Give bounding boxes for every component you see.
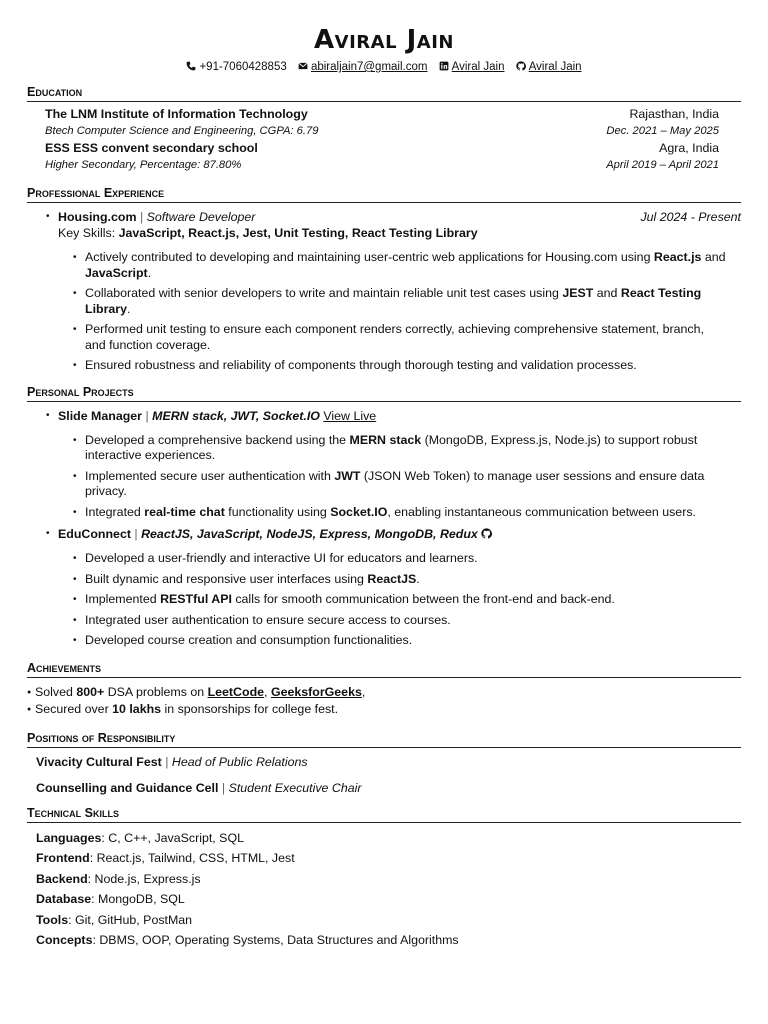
position-org: Counselling and Guidance Cell — [36, 780, 219, 795]
view-live-link[interactable]: View Live — [323, 408, 377, 423]
skill-row: Frontend: React.js, Tailwind, CSS, HTML, Jest — [36, 851, 295, 866]
project-bullets — [27, 433, 741, 521]
leetcode-link[interactable]: LeetCode — [207, 684, 265, 699]
skill-row: Concepts: DBMS, OOP, Operating Systems, Data Structures and Algorithms — [36, 933, 459, 948]
projects-heading: Personal Projects — [27, 385, 741, 402]
education-dates: April 2019 – April 2021 — [606, 159, 719, 171]
resume-page — [27, 0, 741, 951]
list-item: • Actively contributed to developing and maintaining user-centric web applications for Housing.com using React.js and JavaScript. — [85, 250, 741, 281]
positions-section — [27, 754, 741, 797]
education-heading: Education — [27, 85, 741, 102]
candidate-name: Aviral Jain — [314, 25, 454, 55]
separator: | — [165, 754, 169, 769]
skills-section — [27, 828, 741, 952]
linkedin-icon — [439, 61, 449, 71]
education-entry — [45, 106, 719, 140]
skill-row: Languages: C, C++, JavaScript, SQL — [36, 830, 244, 845]
school-name: ESS ESS convent secondary school — [45, 141, 258, 155]
education-dates: Dec. 2021 – May 2025 — [606, 125, 719, 137]
skills-heading: Technical Skills — [27, 806, 741, 823]
project-tech: ReactJS, JavaScript, NodeJS, Express, MongoDB, Redux — [141, 527, 478, 541]
school-location: Agra, India — [659, 141, 719, 155]
key-skills: JavaScript, React.js, Jest, Unit Testing, React Testing Library — [118, 226, 478, 240]
list-item: • Performed unit testing to ensure each component renders correctly, achieving comprehensive statement, branch, and function coverage. — [85, 322, 741, 353]
key-skills-label: Key Skills: — [58, 226, 116, 240]
envelope-icon — [298, 61, 308, 71]
experience-heading: Professional Experience — [27, 186, 741, 203]
contact-bar — [27, 59, 741, 75]
list-item: • Collaborated with senior developers to write and maintain reliable unit test cases using JEST and React Testing Library. — [85, 286, 741, 317]
skill-row: Database: MongoDB, SQL — [36, 892, 185, 907]
position-role: Head of Public Relations — [171, 754, 308, 769]
separator: | — [134, 527, 138, 541]
phone-contact[interactable] — [186, 59, 286, 75]
education-section — [27, 106, 741, 174]
linkedin-contact[interactable] — [439, 59, 505, 75]
list-item: ● Secured over 10 lakhs in sponsorships for college fest. — [35, 701, 741, 718]
list-item: • Implemented secure user authentication with JWT (JSON Web Token) to manage user sessions and ensure data privacy. — [85, 469, 741, 500]
list-item: • Integrated real-time chat functionality using Socket.IO, enabling instantaneous communication between users. — [85, 505, 741, 521]
project-header — [27, 408, 741, 424]
skill-row: Backend: Node.js, Express.js — [36, 871, 201, 886]
key-skills-line — [27, 225, 741, 241]
skill-row: Tools: Git, GitHub, PostMan — [36, 912, 193, 927]
separator: | — [139, 210, 144, 224]
list-item: • Developed course creation and consumption functionalities. — [85, 633, 741, 649]
separator: | — [221, 780, 226, 795]
phone-icon — [186, 61, 196, 71]
experience-section — [27, 209, 741, 374]
linkedin-link[interactable]: Aviral Jain — [451, 61, 505, 73]
job-dates: Jul 2024 - Present — [640, 210, 741, 224]
school-location: Rajasthan, India — [629, 107, 719, 121]
github-contact[interactable] — [516, 59, 582, 75]
list-item: • Built dynamic and responsive user interfaces using ReactJS. — [85, 572, 741, 588]
project-header — [27, 526, 741, 542]
list-item: • Ensured robustness and reliability of components through thorough testing and validation processes. — [85, 358, 741, 374]
degree: Btech Computer Science and Engineering, CGPA: 6.79 — [45, 125, 319, 137]
position-org: Vivacity Cultural Fest — [36, 754, 162, 769]
achievements-list — [27, 684, 741, 718]
list-item: • Implemented RESTful API calls for smooth communication between the front-end and back-end. — [85, 592, 741, 608]
github-icon — [516, 61, 526, 71]
list-item: • Developed a comprehensive backend using the MERN stack (MongoDB, Express.js, Node.js) to support robust interactive experiences. — [85, 433, 741, 464]
position-item — [27, 780, 741, 797]
experience-bullets — [27, 250, 741, 374]
separator: | — [145, 408, 149, 423]
company-name: Housing.com — [58, 210, 137, 224]
position-role: Student Executive Chair — [228, 780, 362, 795]
projects-section — [27, 408, 741, 649]
school-name: The LNM Institute of Information Technology — [45, 107, 308, 121]
list-item: ● Solved 800+ DSA problems on LeetCode, GeeksforGeeks, — [35, 684, 741, 701]
degree: Higher Secondary, Percentage: 87.80% — [45, 159, 242, 171]
geeksforgeeks-link[interactable]: GeeksforGeeks — [270, 684, 362, 699]
github-link[interactable]: Aviral Jain — [528, 61, 582, 73]
phone-number: +91-7060428853 — [199, 61, 287, 73]
position-item — [27, 754, 741, 771]
education-entry — [45, 140, 719, 174]
email-contact[interactable] — [298, 59, 428, 75]
project-name: EduConnect — [58, 527, 131, 541]
project-name: Slide Manager — [58, 408, 143, 423]
list-item: • Developed a user-friendly and interactive UI for educators and learners. — [85, 551, 741, 567]
project-bullets — [27, 551, 741, 649]
email-link[interactable]: abiraljain7@gmail.com — [310, 61, 428, 73]
project-tech: MERN stack, JWT, Socket.IO — [152, 408, 320, 423]
positions-heading: Positions of Responsibility — [27, 731, 741, 748]
github-icon[interactable] — [481, 528, 492, 539]
job-header — [27, 209, 741, 225]
list-item: • Integrated user authentication to ensure secure access to courses. — [85, 613, 741, 629]
job-role: Software Developer — [146, 210, 256, 224]
achievements-heading: Achievements — [27, 661, 741, 678]
